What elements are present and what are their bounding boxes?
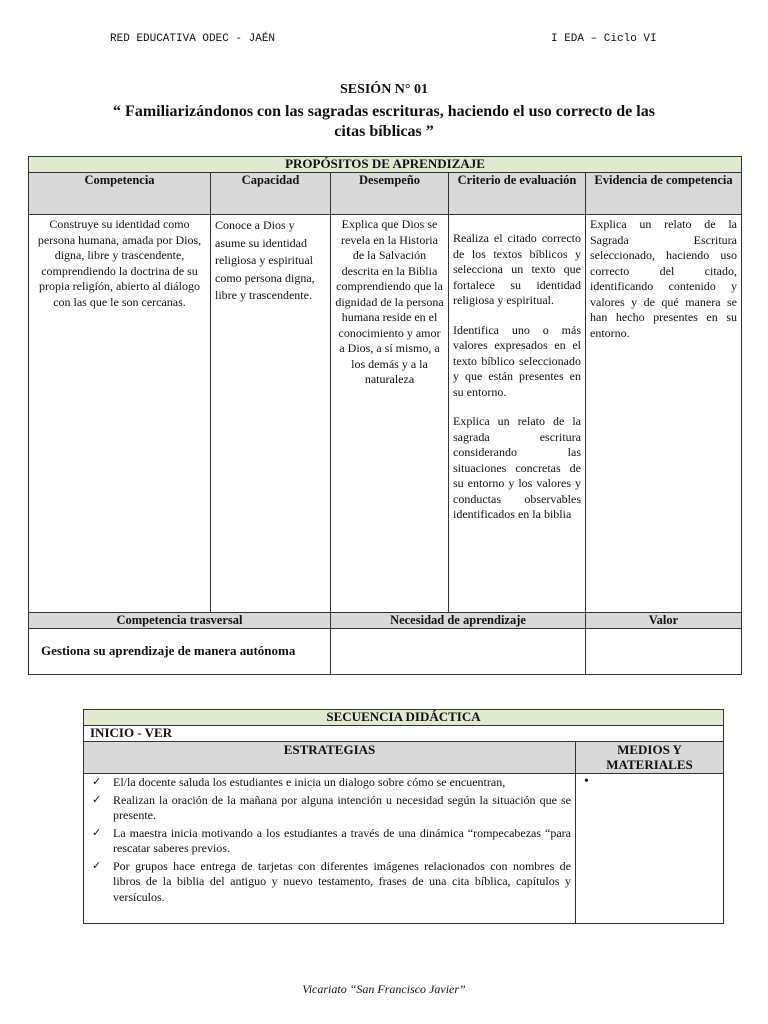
cell-desempeno: Explica que Dios se revela en la Historia de la Salvación descrita en la Biblia comprendiendo que la dignidad de la persona humana reside en el conocimiento y amor a Dios, a sí mismo, a los demás y a la naturaleza bbox=[331, 215, 449, 613]
col-evidencia: Evidencia de competencia bbox=[586, 173, 742, 215]
list-item: ✓ El/la docente saluda los estudiantes e inicia un dialogo sobre cómo se encuentran, bbox=[92, 775, 506, 789]
purposes-table bbox=[28, 156, 742, 675]
check-icon: ✓ bbox=[92, 825, 102, 839]
cell-evidencia: Explica un relato de la Sagrada Escritura seleccionado, haciendo uso correcto del citado, identificando contenido y valores y de qué manera se han hecho presentes en su entorno. bbox=[586, 215, 742, 613]
purposes-banner: PROPÓSITOS DE APRENDIZAJE bbox=[29, 157, 742, 173]
cell-valor bbox=[586, 629, 742, 675]
list-item bbox=[582, 776, 717, 790]
strategies-list bbox=[92, 775, 571, 905]
cell-competencia: Construye su identidad como persona humana, amada por Dios, digna, libre y trascendente, comprendiendo la doctrina de su propia religión, abierto al diálogo con las que le son cercanas. bbox=[29, 215, 211, 613]
check-icon: ✓ bbox=[92, 858, 102, 872]
cell-necesidad bbox=[331, 629, 586, 675]
media-list bbox=[582, 776, 717, 790]
check-icon: ✓ bbox=[92, 792, 102, 806]
header-cycle: I EDA – Ciclo VI bbox=[551, 33, 657, 45]
list-item: ✓ Realizan la oración de la mañana por alguna intención u necesidad según la situación que se presente. bbox=[92, 792, 571, 822]
col-media: MEDIOS Y MATERIALES bbox=[576, 742, 724, 774]
list-item: ✓ La maestra inicia motivando a los estudiantes a través de una dinámica “rompecabezas “para rescatar saberes previos. bbox=[92, 825, 571, 855]
check-icon: ✓ bbox=[92, 775, 102, 788]
criterio-2: Identifica uno o más valores expresados en el texto bíblico seleccionado y que están presentes en su entorno. bbox=[453, 322, 581, 399]
media-cell bbox=[576, 774, 724, 924]
session-number: SESIÓN N° 01 bbox=[339, 82, 429, 97]
col-competencia: Competencia bbox=[29, 173, 211, 215]
col-necesidad: Necesidad de aprendizaje bbox=[331, 613, 586, 629]
criterio-3: Explica un relato de la sagrada escritura considerando las situaciones concretas de su entorno y los valores y conductas observables identificados en la biblia bbox=[453, 414, 581, 521]
sequence-table bbox=[83, 709, 724, 924]
sequence-banner: SECUENCIA DIDÁCTICA bbox=[84, 710, 724, 726]
phase-label: INICIO - VER bbox=[84, 726, 724, 742]
session-title: “ Familiarizándonos con las sagradas escrituras, haciendo el uso correcto de las citas bíblicas ” bbox=[113, 103, 655, 140]
col-competencia-trasversal: Competencia trasversal bbox=[29, 613, 331, 629]
cell-capacidad: Conoce a Dios y asume su identidad religiosa y espiritual como persona digna, libre y trascendente. bbox=[211, 215, 331, 613]
header-network: RED EDUCATIVA ODEC - JAÉN bbox=[110, 33, 276, 45]
strategies-cell bbox=[84, 774, 576, 924]
list-item: ✓ Por grupos hace entrega de tarjetas con diferentes imágenes relacionados con nombres de libros de la biblia del antiguo y nuevo testamento, frases de una cita bíblica, capítulos y versículos. bbox=[92, 858, 571, 904]
col-desempeno: Desempeño bbox=[331, 173, 449, 215]
col-criterio: Criterio de evaluación bbox=[449, 173, 586, 215]
col-valor: Valor bbox=[586, 613, 742, 629]
footer-vicariate: Vicariato “San Francisco Javier” bbox=[302, 982, 466, 996]
cell-criterio bbox=[449, 215, 586, 613]
col-strategies: ESTRATEGIAS bbox=[84, 742, 576, 774]
col-capacidad: Capacidad bbox=[211, 173, 331, 215]
cell-transversal: Gestiona su aprendizaje de manera autónoma bbox=[29, 629, 331, 675]
criterio-1: Realiza el citado correcto de los textos bíblicos y selecciona un texto que fortalece su identidad religiosa y espiritual. bbox=[453, 231, 581, 307]
